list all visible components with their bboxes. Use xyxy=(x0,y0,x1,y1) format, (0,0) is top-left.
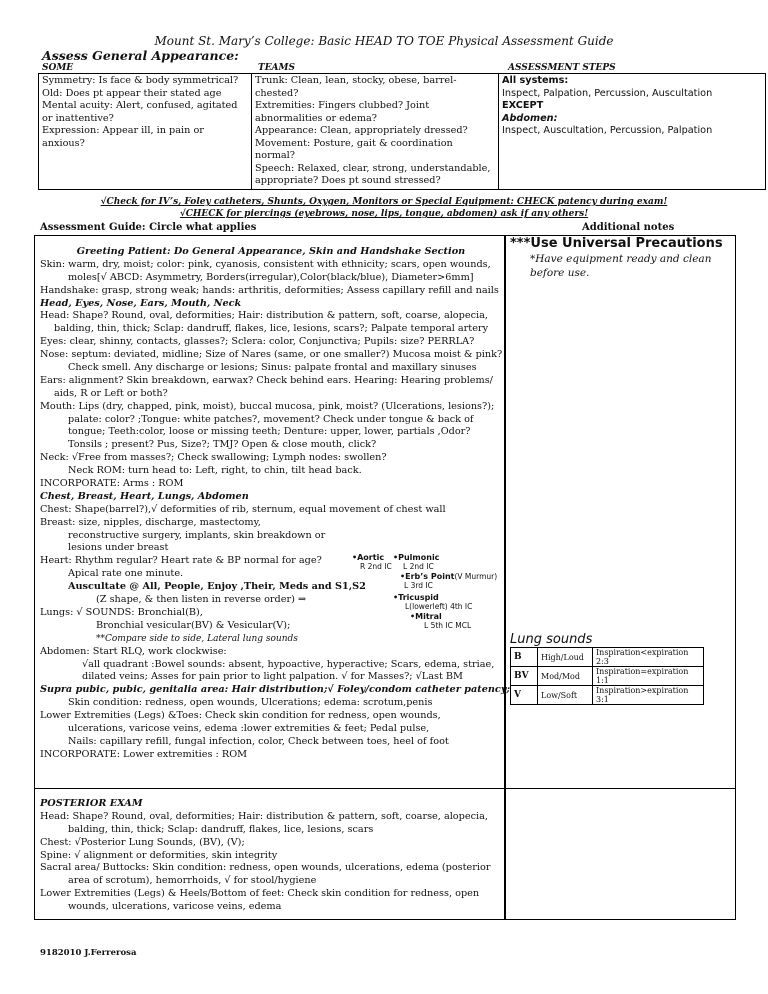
abdomen-steps: Inspect, Auscultation, Percussion, Palpation xyxy=(502,125,713,136)
general-item: Symmetry: Is face & body symmetrical? xyxy=(42,75,239,86)
guide-section-heading: Chest, Breast, Heart, Lungs, Abdomen xyxy=(40,490,249,502)
erbs-point-site xyxy=(400,572,497,590)
table-row xyxy=(511,667,704,686)
col-header-some: SOME xyxy=(42,63,74,73)
piercing-notice: √CHECK for piercings (eyebrows, nose, lips, tongue, abdomen) ask if any others! xyxy=(179,209,589,219)
pulmonic-site xyxy=(393,553,439,571)
lung-code: BV xyxy=(511,667,538,686)
posterior-line: Sacral area/ Buttocks: Skin condition: redness, open wounds, ulcerations, edema (posterior xyxy=(40,862,491,874)
guide-text xyxy=(40,246,511,762)
guide-line: Neck ROM: turn head to: Left, right, to chin, tilt head back. xyxy=(68,465,362,477)
equipment-notice: √Check for IV’s, Foley catheters, Shunts, Oxygen, Monitors or Special Equipment: CHECK patency during exam! xyxy=(100,197,668,207)
lung-pitch: Low/Soft xyxy=(538,686,593,705)
posterior-line: wounds, ulcerations, varicose veins, edema xyxy=(68,901,282,913)
guide-line: Tonsils ; present? Pus, Size?; TMJ? Open & close mouth, click? xyxy=(68,439,377,451)
posterior-line: Lower Extremities (Legs) & Heels/Bottom of feet: Check skin condition for redness, open xyxy=(40,888,480,900)
posterior-line: area of scrotum), hemorrhoids, √ for stool/hygiene xyxy=(68,875,317,887)
posterior-line: Chest: √Posterior Lung Sounds, (BV), (V); xyxy=(40,836,245,848)
guide-line: ulcerations, varicose veins, edema :lower extremities & feet; Pedal pulse, xyxy=(68,722,430,734)
posterior-exam-text xyxy=(40,798,502,914)
guide-line: Handshake: grasp, strong weak; hands: arthritis, deformities; Assess capillary refill and nails xyxy=(40,284,499,296)
guide-line: Chest: Shape(barrel?),√ deformities of rib, sternum, equal movement of chest wall xyxy=(40,503,446,515)
guide-line: Auscultate @ All, People, Enjoy ,Their, Meds and S1,S2 xyxy=(68,581,366,593)
guide-line: Apical rate one minute. xyxy=(68,568,184,580)
lung-ratio: Inspiration=expiration 1:1 xyxy=(593,667,704,686)
assess-general-heading: Assess General Appearance: xyxy=(42,48,239,63)
general-item: normal? xyxy=(255,150,295,161)
lung-sounds-table xyxy=(510,647,704,705)
general-item: Old: Does pt appear their stated age xyxy=(42,87,222,99)
except-label: EXCEPT xyxy=(502,100,544,111)
general-item: or inattentive? xyxy=(42,112,114,124)
general-col-some xyxy=(39,74,252,190)
lung-ratio: Inspiration>expiration 3:1 xyxy=(593,686,704,705)
erbs-label: •Erb’s Point xyxy=(400,572,455,581)
aortic-location: R 2nd IC xyxy=(360,562,392,571)
guide-line: Lungs: √ SOUNDS: Bronchial(B), xyxy=(40,606,203,618)
guide-line: Heart: Rhythm regular? Heart rate & BP normal for age? xyxy=(40,555,322,567)
general-item: Mental acuity: Alert, confused, agitated xyxy=(42,100,238,111)
guide-line: Neck: √Free from masses?; Check swallowing; Lymph nodes: swollen? xyxy=(40,452,387,464)
table-row xyxy=(511,686,704,705)
guide-line: Abdomen: Start RLQ, work clockwise: xyxy=(40,645,227,657)
universal-precautions: ***Use Universal Precautions xyxy=(510,236,723,251)
general-item: Extremities: Fingers clubbed? Joint xyxy=(255,100,430,111)
general-item: Trunk: Clean, lean, stocky, obese, barrel- xyxy=(255,75,457,86)
guide-line: moles[√ ABCD: Asymmetry, Borders(irregular),Color(black/blue), Diameter>6mm] xyxy=(68,271,474,283)
general-col-teams xyxy=(252,74,499,190)
pulmonic-location: L 2nd IC xyxy=(403,562,434,571)
abdomen-label: Abdomen: xyxy=(502,112,558,124)
guide-line: palate: color? ;Tongue: white patches?, movement? Check under tongue & back of xyxy=(68,413,474,425)
guide-label: Assessment Guide: Circle what applies xyxy=(40,222,257,233)
tricuspid-site xyxy=(393,593,472,611)
col-header-steps: ASSESSMENT STEPS xyxy=(508,63,616,73)
all-systems-label: All systems: xyxy=(502,75,569,86)
guide-line: Bronchial vesicular(BV) & Vesicular(V); xyxy=(96,619,291,631)
all-systems-steps: Inspect, Palpation, Percussion, Auscultation xyxy=(502,87,713,99)
guide-line: Lower Extremities (Legs) &Toes: Check skin condition for redness, open wounds, xyxy=(40,710,441,722)
pulmonic-label: •Pulmonic xyxy=(393,553,440,562)
erbs-note: (V Murmur) xyxy=(454,572,498,581)
guide-line: Head: Shape? Round, oval, deformities; Hair: distribution & pattern, soft, coarse, alopecia, xyxy=(40,310,488,322)
guide-line: Ears: alignment? Skin breakdown, earwax? Check behind ears. Hearing: Hearing problems/ xyxy=(40,374,493,386)
erbs-location: L 3rd IC xyxy=(404,581,433,590)
posterior-notes-box xyxy=(504,788,736,920)
aortic-site xyxy=(352,553,392,571)
lung-pitch: Mod/Mod xyxy=(538,667,593,686)
guide-line: balding, thin, thick; Sclap: dandruff, flakes, lice, lesions, scars?; Palpate temporal artery xyxy=(54,323,489,335)
notes-label: Additional notes xyxy=(582,222,675,233)
guide-line: Mouth: Lips (dry, chapped, pink, moist), buccal mucosa, pink, moist? (Ulcerations, lesions?); xyxy=(40,400,495,412)
general-item: anxious? xyxy=(42,137,85,149)
lung-sounds-title: Lung sounds xyxy=(510,632,593,647)
col-header-teams: TEAMS xyxy=(258,63,296,73)
posterior-line: Spine: √ alignment or deformities, skin integrity xyxy=(40,849,278,861)
guide-line: tongue; Teeth:color, loose or missing teeth; Denture: upper, lower, partials ,Odor? xyxy=(68,426,471,438)
guide-line: lesions under breast xyxy=(68,542,169,554)
posterior-heading: POSTERIOR EXAM xyxy=(40,798,143,809)
general-col-steps xyxy=(499,74,766,190)
lung-code: B xyxy=(511,648,538,667)
footer-id: 9182010 J.Ferrerosa xyxy=(40,948,137,958)
lung-code: V xyxy=(511,686,538,705)
general-item: Movement: Posture, gait & coordination xyxy=(255,137,453,149)
general-item: abnormalities or edema? xyxy=(255,112,377,124)
mitral-site xyxy=(410,612,471,630)
guide-line: Breast: size, nipples, discharge, mastectomy, xyxy=(40,516,261,528)
tricuspid-label: •Tricuspid xyxy=(393,593,439,602)
posterior-line: balding, thin, thick; Sclap: dandruff, flakes, lice, lesions, scars xyxy=(68,823,374,835)
general-item: appropriate? Does pt sound stressed? xyxy=(255,175,441,186)
tricuspid-location: L(lowerleft) 4th IC xyxy=(405,602,473,611)
guide-section-heading: Head, Eyes, Nose, Ears, Mouth, Neck xyxy=(40,297,242,309)
guide-line: INCORPORATE: Lower extremities : ROM xyxy=(40,748,248,760)
posterior-line: Head: Shape? Round, oval, deformities; Hair: distribution & pattern, soft, coarse, alopecia, xyxy=(40,810,488,822)
general-item: chested? xyxy=(255,87,299,99)
guide-line: Skin: warm, dry, moist; color: pink, cyanosis, consistent with ethnicity; scars, open wounds, xyxy=(40,258,491,270)
guide-line: **Compare side to side, Lateral lung sounds xyxy=(96,633,298,644)
guide-line: aids, R or Left or both? xyxy=(54,387,168,399)
aortic-label: •Aortic xyxy=(352,553,385,562)
guide-line: √all quadrant :Bowel sounds: absent, hypoactive, hyperactive; Scars, edema, striae, xyxy=(82,658,495,670)
guide-line: reconstructive surgery, implants, skin breakdown or xyxy=(68,529,326,541)
guide-line: Greeting Patient: Do General Appearance, Skin and Handshake Section xyxy=(76,246,466,257)
guide-line: Check smell. Any discharge or lesions; Sinus: palpate frontal and maxillary sinuses xyxy=(68,362,477,374)
equipment-note: *Have equipment ready and clean before use. xyxy=(530,253,712,279)
guide-line: Nails: capillary refill, fungal infection, color, Check between toes, heel of foot xyxy=(68,735,449,747)
general-item: Speech: Relaxed, clear, strong, understandable, xyxy=(255,162,491,174)
mitral-location: L 5th IC MCL xyxy=(424,621,472,630)
guide-line: dilated veins; Asses for pain prior to light palpation. √ for Masses?; √Last BM xyxy=(82,671,463,683)
lung-ratio: Inspiration<expiration 2:3 xyxy=(593,648,704,667)
guide-line: (Z shape, & then listen in reverse order) ⇒ xyxy=(96,594,307,606)
mitral-label: •Mitral xyxy=(410,612,442,621)
guide-line: Nose: septum: deviated, midline; Size of Nares (same, or one smaller?) Mucosa moist & pink? xyxy=(40,349,503,361)
guide-line: Eyes: clear, shinny, contacts, glasses?; Sclera: color, Conjunctiva; Pupils: size? PERRLA? xyxy=(40,336,475,348)
notes-box xyxy=(504,235,736,789)
general-item: Appearance: Clean, appropriately dressed? xyxy=(255,125,468,136)
page-title: Mount St. Mary’s College: Basic HEAD TO TOE Physical Assessment Guide xyxy=(154,34,614,48)
table-row xyxy=(511,648,704,667)
guide-line: Supra pubic, pubic, genitalia area: Hair distribution;√ Foley/condom catheter patency; xyxy=(40,684,511,696)
general-appearance-table xyxy=(38,73,766,190)
guide-line: INCORPORATE: Arms : ROM xyxy=(40,478,184,490)
general-item: Expression: Appear ill, in pain or xyxy=(42,125,204,136)
guide-line: Skin condition: redness, open wounds, Ulcerations; edema: scrotum,penis xyxy=(68,697,433,709)
lung-pitch: High/Loud xyxy=(538,648,593,667)
